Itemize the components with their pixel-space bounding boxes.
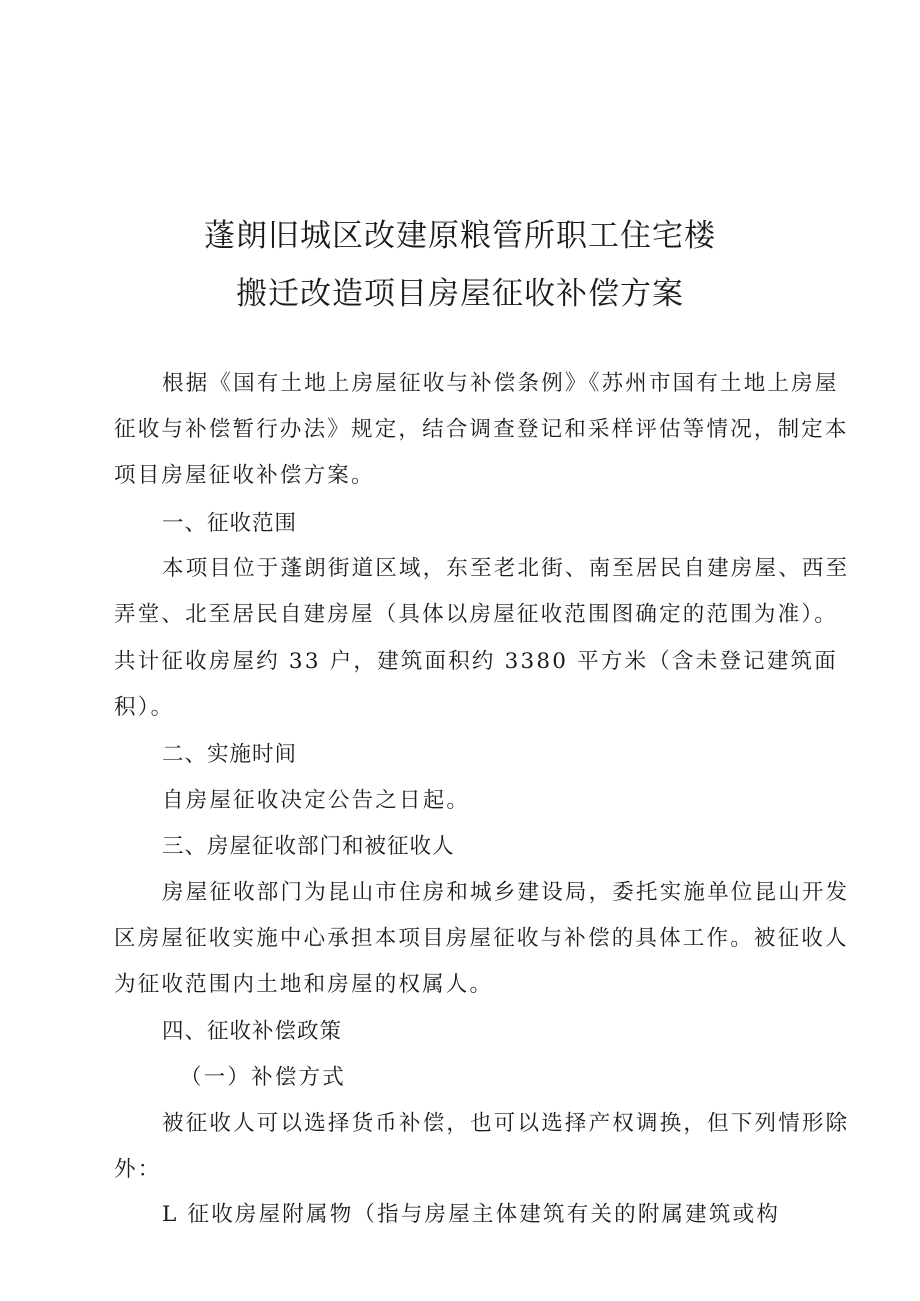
section4-heading: 四、征收补偿政策 bbox=[162, 1019, 343, 1044]
section2-heading: 二、实施时间 bbox=[162, 742, 298, 767]
section3-line: 房屋征收部门为昆山市住房和城乡建设局，委托实施单位昆山开发 bbox=[162, 880, 850, 905]
section4-line: 被征收人可以选择货币补偿，也可以选择产权调换，但下列情形除 bbox=[162, 1111, 850, 1136]
section1-line: 积）。 bbox=[114, 695, 175, 720]
section3-line: 区房屋征收实施中心承担本项目房屋征收与补偿的具体工作。被征收人 bbox=[114, 926, 849, 951]
document-title-line1: 蓬朗旧城区改建原粮管所职工住宅楼 bbox=[204, 218, 716, 254]
section1-line: 共计征收房屋约 33 户，建筑面积约 3380 平方米（含未登记建筑面 bbox=[114, 649, 838, 674]
section3-line: 为征收范围内土地和房屋的权属人。 bbox=[114, 972, 494, 997]
intro-line: 征收与补偿暂行办法》规定，结合调查登记和采样评估等情况，制定本 bbox=[114, 417, 849, 442]
section1-line: 本项目位于蓬朗街道区域，东至老北街、南至居民自建房屋、西至 bbox=[162, 556, 850, 581]
section4-line: L 征收房屋附属物（指与房屋主体建筑有关的附属建筑或构 bbox=[162, 1202, 781, 1227]
section4-line: 外： bbox=[114, 1157, 162, 1182]
section3-heading: 三、房屋征收部门和被征收人 bbox=[162, 834, 455, 859]
intro-line: 根据《国有土地上房屋征收与补偿条例》《苏州市国有土地上房屋 bbox=[162, 371, 839, 396]
document-title-line2: 搬迁改造项目房屋征收补偿方案 bbox=[236, 276, 684, 312]
section1-heading: 一、征收范围 bbox=[162, 511, 298, 536]
section1-line: 弄堂、北至居民自建房屋（具体以房屋征收范围图确定的范围为准）。 bbox=[114, 602, 838, 627]
section4-subheading: （一）补偿方式 bbox=[180, 1065, 346, 1090]
section2-line: 自房屋征收决定公告之日起。 bbox=[162, 788, 471, 813]
intro-line: 项目房屋征收补偿方案。 bbox=[114, 463, 375, 488]
